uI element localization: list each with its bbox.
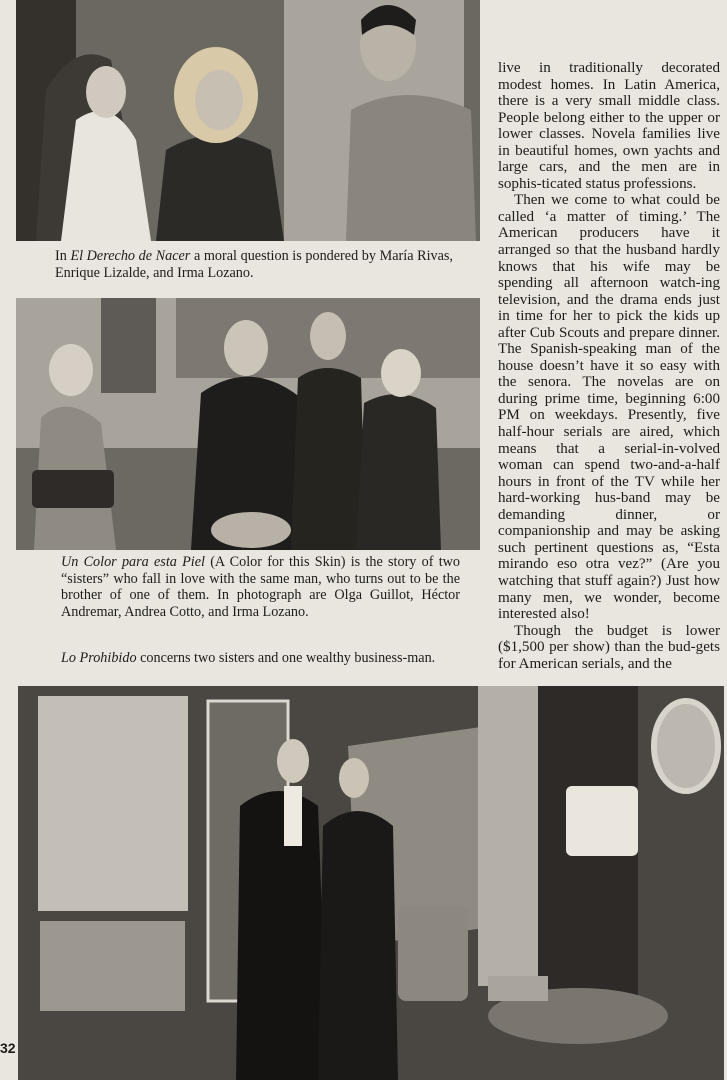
photo-un-color-para-esta-piel bbox=[16, 298, 480, 550]
article-paragraph: Then we come to what could be called ‘a matter of timing.’ The American producers have it arranged so that the husband hardly knows that his wife may be spending all afternoon watch-ing television, and the drama ends just in time for her to pick the kids up after Cub Scouts and prepare dinner. The Spanish-speaking man of the house doesn’t have it so easy with the senora. The novelas are on during prime time, beginning 6:00 PM on weekdays. Presently, five half-hour serials are aired, which means that a serial-in-volved woman can spend two-and-a-half hours in front of the TV while her hard-working hus-band may be demanding dinner, or companionship and may be asking such pertinent questions as, “Esta mirando eso otra vez?” (Are you watching that stuff again?) Just how many men, we wonder, become interested also! bbox=[498, 192, 720, 623]
article-paragraph: Though the budget is lower ($1,500 per show) than the bud-gets for American serials, and the bbox=[498, 622, 720, 672]
caption-body: a moral question is pondered by María Rivas, Enrique Lizalde, and Irma Lozano. bbox=[55, 248, 453, 281]
caption-title: El Derecho de Nacer bbox=[70, 248, 191, 264]
caption-lo-prohibido bbox=[61, 650, 460, 667]
photo-figures bbox=[16, 0, 480, 241]
caption-un-color-para-esta-piel bbox=[61, 554, 460, 620]
page-number: 32 bbox=[0, 1040, 16, 1056]
caption-el-derecho-de-nacer bbox=[55, 248, 453, 281]
photo-lo-prohibido bbox=[18, 686, 724, 1080]
caption-body: (A Color for this Skin) is the story of two “sisters” who fall in love with the same man, who turns out to be the brother of one of them. In photograph are Olga Guillot, Héctor Andremar, Andrea Cotto, and Irma Lozano. bbox=[61, 554, 460, 620]
photo-el-derecho-de-nacer bbox=[16, 0, 480, 241]
caption-pre: In bbox=[55, 248, 71, 264]
caption-title: Lo Prohibido bbox=[61, 650, 137, 666]
photo-figures bbox=[16, 298, 480, 550]
article-paragraph: live in traditionally decorated modest homes. In Latin America, there is a very small middle class. People belong either to the upper or lower classes. Novela families live in beautiful homes, own yachts and large cars, and the men are in sophis-ticated status professions. bbox=[498, 60, 720, 192]
caption-title: Un Color para esta Piel bbox=[61, 554, 205, 570]
caption-body: concerns two sisters and one wealthy business-man. bbox=[136, 650, 436, 666]
photo-figures bbox=[18, 686, 724, 1080]
article-column bbox=[498, 60, 720, 672]
